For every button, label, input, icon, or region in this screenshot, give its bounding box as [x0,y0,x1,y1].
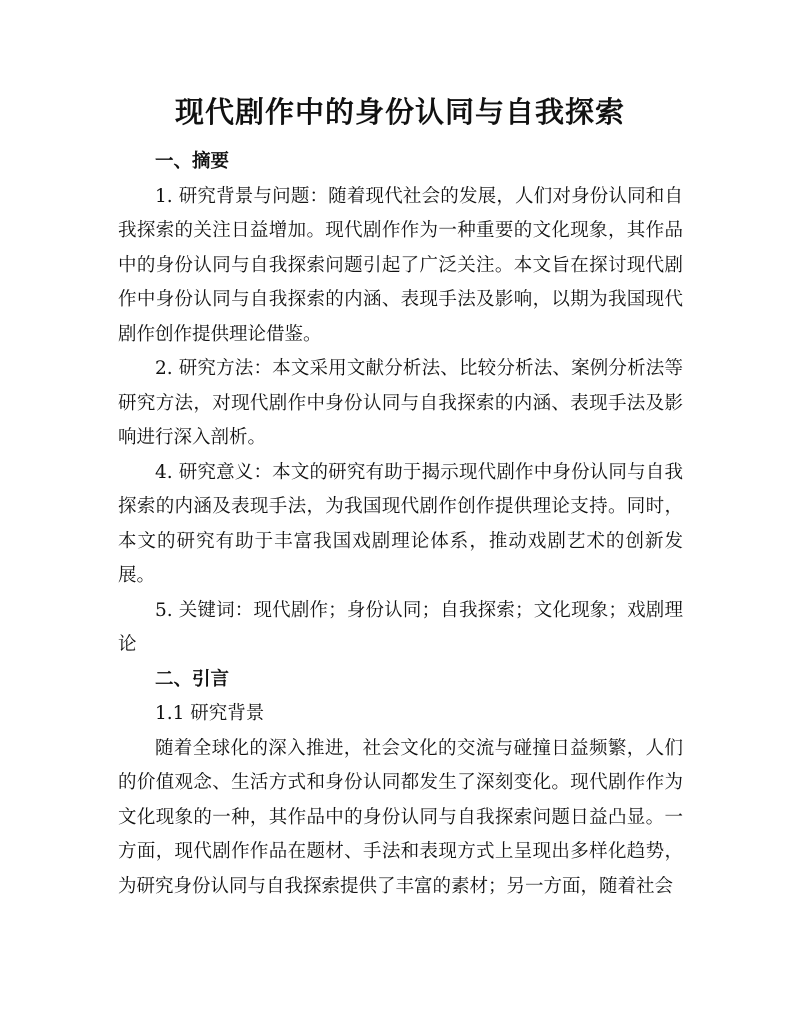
section-heading-intro: 二、引言 [155,668,230,690]
intro-paragraph: 随着全球化的深入推进，社会文化的交流与碰撞日益频繁，人们的价值观念、生活方式和身份认同都发生了深刻变化。现代剧作作为文化现象的一种，其作品中的身份认同与自我探索问题日益凸显。一方面，现代剧作作品在题材、手法和表现方式上呈现出多样化趋势，为研究身份认同与自我探索提供了丰富的素材；另一方面，随着社会 [118,737,683,897]
subsection-heading-background: 1.1 研究背景 [155,703,265,724]
abstract-item-keywords: 5. 关键词：现代剧作；身份认同；自我探索；文化现象；戏剧理论 [118,599,683,655]
abstract-item-significance: 4. 研究意义：本文的研究有助于揭示现代剧作中身份认同与自我探索的内涵及表现手法，为我国现代剧作创作提供理论支持。同时，本文的研究有助于丰富我国戏剧理论体系，推动戏剧艺术的创新发展。 [118,461,683,586]
document-body [118,145,683,904]
abstract-item-background: 1. 研究背景与问题：随着现代社会的发展，人们对身份认同和自我探索的关注日益增加。现代剧作作为一种重要的文化现象，其作品中的身份认同与自我探索问题引起了广泛关注。本文旨在探讨现代剧作中身份认同与自我探索的内涵、表现手法及影响，以期为我国现代剧作创作提供理论借鉴。 [118,185,683,345]
abstract-item-method: 2. 研究方法：本文采用文献分析法、比较分析法、案例分析法等研究方法，对现代剧作中身份认同与自我探索的内涵、表现手法及影响进行深入剖析。 [118,358,683,448]
section-heading-abstract: 一、摘要 [155,151,230,172]
document-title: 现代剧作中的身份认同与自我探索 [174,95,625,129]
